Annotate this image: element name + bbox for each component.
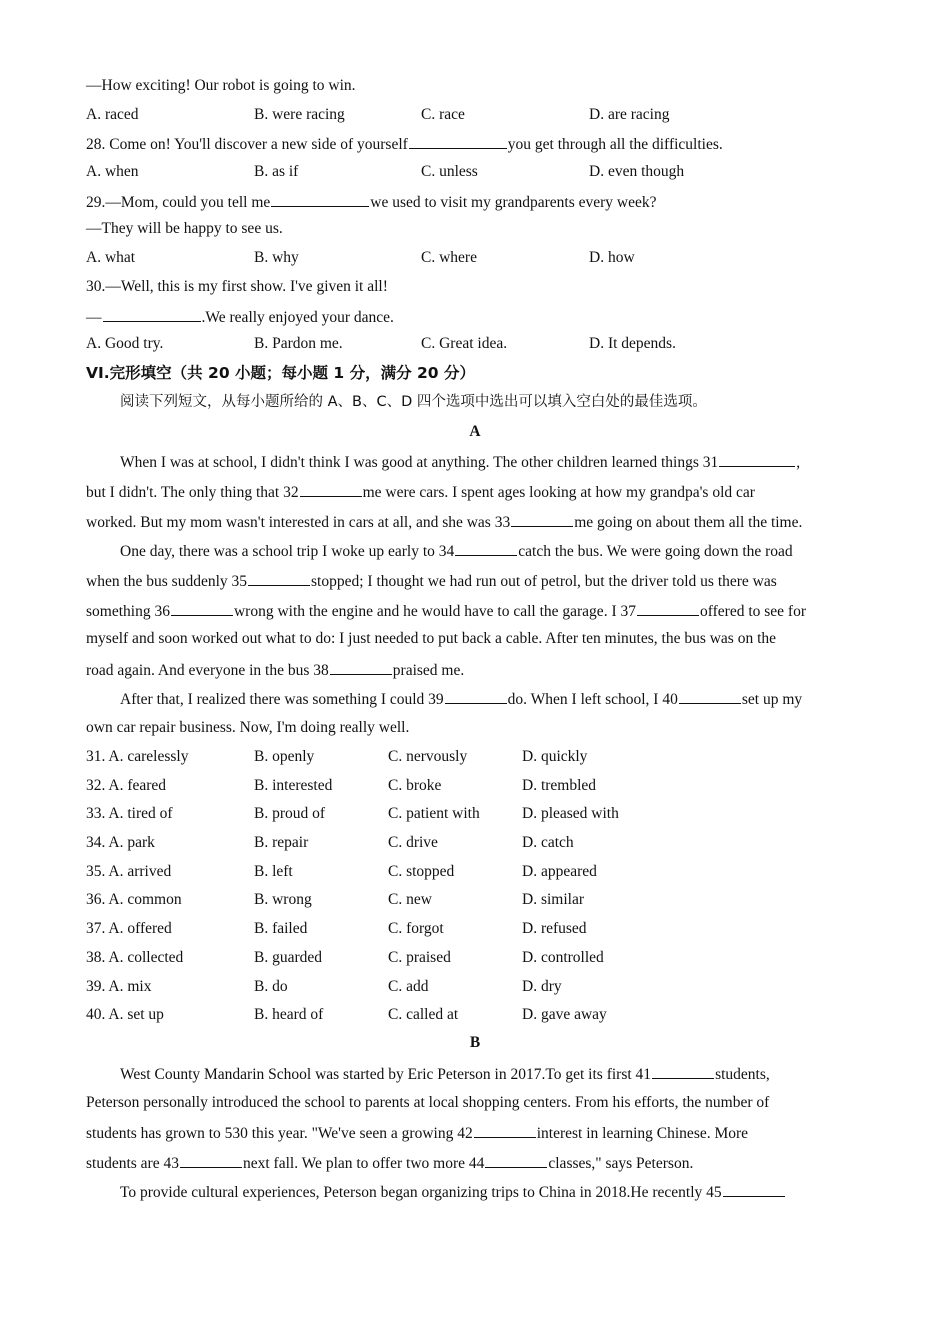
answer-blank xyxy=(409,133,507,149)
answer-blank xyxy=(171,600,233,616)
option-35-c: C. stopped xyxy=(388,863,455,880)
answer-blank xyxy=(103,306,201,322)
q30-text-after: .We really enjoyed your dance. xyxy=(201,309,394,326)
answer-blank xyxy=(511,511,573,527)
passage-a-line xyxy=(86,511,802,533)
passage-b-line xyxy=(120,1181,786,1203)
answer-blank xyxy=(271,191,369,207)
passage-a-label: A xyxy=(469,423,481,440)
section-instruction: 阅读下列短文，从每小题所给的 A、B、C、D 四个选项中选出可以填入空白处的最佳选项。 xyxy=(120,394,707,410)
passage-a-line xyxy=(86,659,464,681)
answer-blank xyxy=(719,451,795,467)
q30-option-b: B. Pardon me. xyxy=(254,335,343,352)
q28-text-after: you get through all the difficulties. xyxy=(507,136,723,153)
passage-text: set up my xyxy=(741,691,803,708)
option-39-c: C. add xyxy=(388,978,429,995)
q29-option-d: D. how xyxy=(589,249,635,266)
answer-blank xyxy=(455,540,517,556)
option-33-b: B. proud of xyxy=(254,805,326,822)
passage-text: When I was at school, I didn't think I was good at anything. The other children learned things 31 xyxy=(120,454,719,471)
option-38-a: 38. A. collected xyxy=(86,949,184,966)
q30-dash: — xyxy=(86,309,102,326)
q27-option-b: B. were racing xyxy=(254,106,345,123)
option-36-b: B. wrong xyxy=(254,891,312,908)
answer-blank xyxy=(300,481,362,497)
q28-option-d: D. even though xyxy=(589,163,685,180)
option-33-d: D. pleased with xyxy=(522,805,619,822)
option-32-d: D. trembled xyxy=(522,777,597,794)
answer-blank xyxy=(445,688,507,704)
passage-a-line xyxy=(86,570,777,592)
q30-option-c: C. Great idea. xyxy=(421,335,508,352)
option-39-b: B. do xyxy=(254,978,288,995)
option-40-b: B. heard of xyxy=(254,1006,324,1023)
passage-a-line: myself and soon worked out what to do: I just needed to put back a cable. After ten minutes, the bus was on the xyxy=(86,630,777,647)
option-37-b: B. failed xyxy=(254,920,308,937)
passage-a-line xyxy=(86,481,755,503)
answer-blank xyxy=(652,1063,714,1079)
passage-a-line xyxy=(86,600,806,622)
passage-text: students are 43 xyxy=(86,1155,179,1172)
option-38-b: B. guarded xyxy=(254,949,323,966)
q28-stem xyxy=(86,133,723,155)
passage-text: classes," says Peterson. xyxy=(548,1155,694,1172)
q29-reply: —They will be happy to see us. xyxy=(86,220,283,237)
passage-text: interest in learning Chinese. More xyxy=(536,1125,749,1142)
q29-text-after: we used to visit my grandparents every week? xyxy=(370,194,657,211)
passage-a-line xyxy=(120,540,793,562)
option-40-a: 40. A. set up xyxy=(86,1006,164,1023)
passage-text: , xyxy=(796,454,801,471)
passage-text: me going on about them all the time. xyxy=(574,514,803,531)
option-34-a: 34. A. park xyxy=(86,834,155,851)
option-36-a: 36. A. common xyxy=(86,891,182,908)
option-38-d: D. controlled xyxy=(522,949,604,966)
option-36-d: D. similar xyxy=(522,891,584,908)
passage-text: next fall. We plan to offer two more 44 xyxy=(242,1155,485,1172)
q27-reply: —How exciting! Our robot is going to win. xyxy=(86,77,356,94)
passage-text: road again. And everyone in the bus 38 xyxy=(86,662,329,679)
passage-text: something 36 xyxy=(86,603,170,620)
option-31-a: 31. A. carelessly xyxy=(86,748,189,765)
option-31-c: C. nervously xyxy=(388,748,468,765)
q29-text-before: 29.—Mom, could you tell me xyxy=(86,194,271,211)
passage-a-line xyxy=(120,688,802,710)
passage-text: me were cars. I spent ages looking at how my grandpa's old car xyxy=(362,484,755,501)
option-35-b: B. left xyxy=(254,863,293,880)
option-37-c: C. forgot xyxy=(388,920,444,937)
passage-text: stopped; I thought we had run out of petrol, but the driver told us there was xyxy=(311,573,777,590)
option-34-c: C. drive xyxy=(388,834,438,851)
passage-text: but I didn't. The only thing that 32 xyxy=(86,484,299,501)
q27-option-a: A. raced xyxy=(86,106,139,123)
option-35-a: 35. A. arrived xyxy=(86,863,172,880)
option-31-d: D. quickly xyxy=(522,748,588,765)
passage-text: students, xyxy=(715,1066,770,1083)
passage-b-label: B xyxy=(469,1034,481,1051)
option-31-b: B. openly xyxy=(254,748,315,765)
passage-text: when the bus suddenly 35 xyxy=(86,573,248,590)
passage-b-line xyxy=(86,1122,748,1144)
passage-b-line: Peterson personally introduced the school to parents at local shopping centers. From his efforts, the number of xyxy=(86,1094,770,1111)
option-37-a: 37. A. offered xyxy=(86,920,172,937)
passage-text: students has grown to 530 this year. "We've seen a growing 42 xyxy=(86,1125,473,1142)
q30-option-d: D. It depends. xyxy=(589,335,676,352)
q28-option-c: C. unless xyxy=(421,163,478,180)
q28-text-before: 28. Come on! You'll discover a new side of yourself xyxy=(86,136,408,153)
option-32-b: B. interested xyxy=(254,777,333,794)
passage-text: catch the bus. We were going down the road xyxy=(518,543,793,560)
q30-option-a: A. Good try. xyxy=(86,335,164,352)
option-33-a: 33. A. tired of xyxy=(86,805,173,822)
passage-b-line xyxy=(86,1152,693,1174)
answer-blank xyxy=(474,1122,536,1138)
q28-option-b: B. as if xyxy=(254,163,299,180)
passage-text: praised me. xyxy=(392,662,465,679)
q29-option-c: C. where xyxy=(421,249,477,266)
passage-text: wrong with the engine and he would have to call the garage. I 37 xyxy=(233,603,636,620)
option-34-d: D. catch xyxy=(522,834,574,851)
option-37-d: D. refused xyxy=(522,920,587,937)
answer-blank xyxy=(679,688,741,704)
answer-blank xyxy=(723,1181,785,1197)
passage-b-line xyxy=(120,1063,770,1085)
answer-blank xyxy=(485,1152,547,1168)
option-36-c: C. new xyxy=(388,891,432,908)
q30-reply xyxy=(86,306,394,328)
passage-text: After that, I realized there was something I could 39 xyxy=(120,691,444,708)
option-38-c: C. praised xyxy=(388,949,451,966)
answer-blank xyxy=(637,600,699,616)
passage-text: To provide cultural experiences, Peterson began organizing trips to China in 2018.He recently 45 xyxy=(120,1184,722,1201)
option-32-c: C. broke xyxy=(388,777,442,794)
passage-text: offered to see for xyxy=(699,603,806,620)
option-39-a: 39. A. mix xyxy=(86,978,152,995)
option-40-c: C. called at xyxy=(388,1006,459,1023)
q29-stem xyxy=(86,191,657,213)
answer-blank xyxy=(248,570,310,586)
option-40-d: D. gave away xyxy=(522,1006,607,1023)
q29-option-a: A. what xyxy=(86,249,136,266)
passage-text: One day, there was a school trip I woke up early to 34 xyxy=(120,543,455,560)
passage-text: do. When I left school, I 40 xyxy=(507,691,678,708)
option-35-d: D. appeared xyxy=(522,863,597,880)
passage-text: worked. But my mom wasn't interested in cars at all, and she was 33 xyxy=(86,514,511,531)
q27-option-c: C. race xyxy=(421,106,465,123)
q29-option-b: B. why xyxy=(254,249,299,266)
option-39-d: D. dry xyxy=(522,978,562,995)
passage-a-line: own car repair business. Now, I'm doing really well. xyxy=(86,719,410,736)
q27-option-d: D. are racing xyxy=(589,106,670,123)
passage-a-line xyxy=(120,451,800,473)
option-34-b: B. repair xyxy=(254,834,309,851)
q30-stem: 30.—Well, this is my first show. I've given it all! xyxy=(86,278,388,295)
option-33-c: C. patient with xyxy=(388,805,480,822)
q28-option-a: A. when xyxy=(86,163,139,180)
section-title: VI.完形填空（共 20 小题；每小题 1 分，满分 20 分） xyxy=(86,364,475,382)
answer-blank xyxy=(330,659,392,675)
passage-text: West County Mandarin School was started by Eric Peterson in 2017.To get its first 41 xyxy=(120,1066,652,1083)
option-32-a: 32. A. feared xyxy=(86,777,167,794)
answer-blank xyxy=(180,1152,242,1168)
